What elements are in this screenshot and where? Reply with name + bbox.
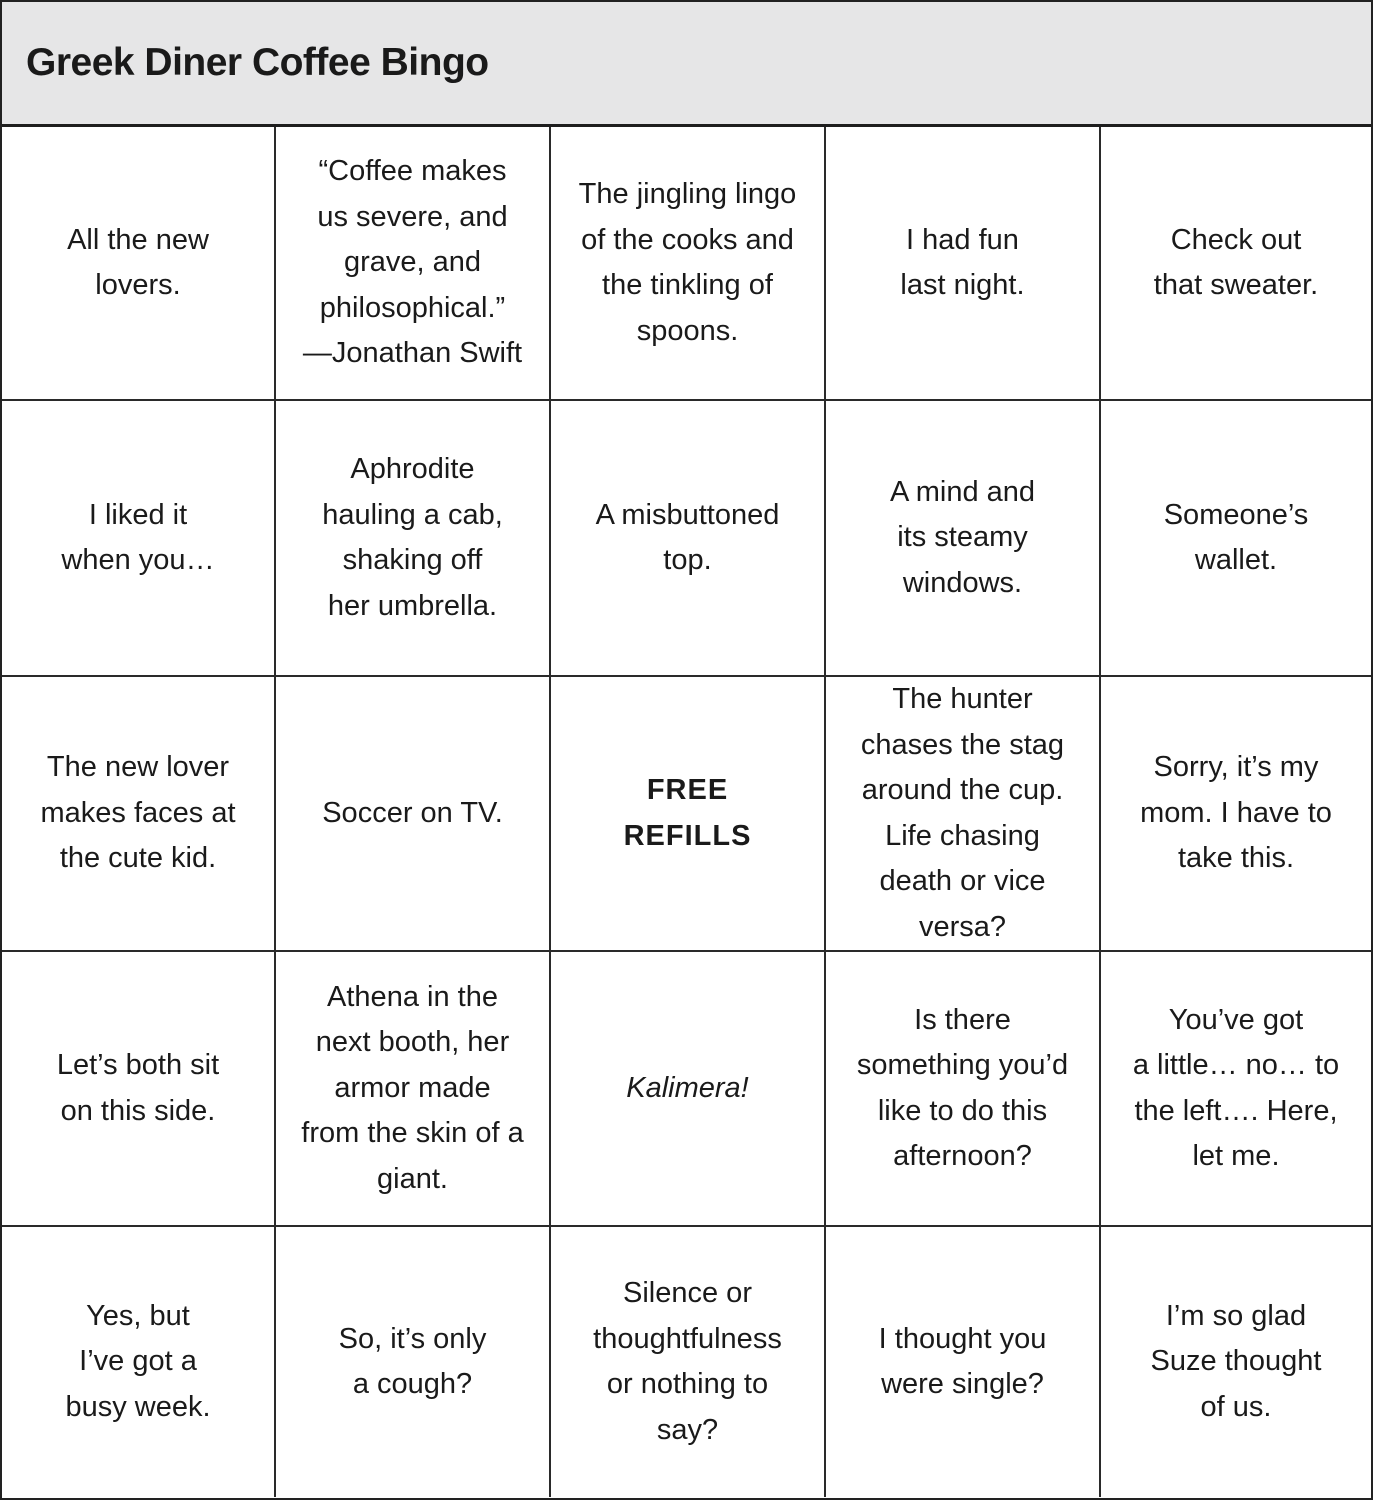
bingo-cell-text: I thought you were single? (878, 1322, 1047, 1400)
bingo-cell-text: So, it’s only a cough? (338, 1322, 487, 1400)
bingo-cell-text: A mind and its steamy windows. (889, 475, 1036, 599)
bingo-cell-text: I had fun last night. (900, 223, 1025, 301)
bingo-cell-text: Athena in the next booth, her armor made from the skin of a giant. (301, 980, 524, 1195)
bingo-cell-text: Let’s both sit on this side. (56, 1049, 220, 1127)
bingo-cell (551, 401, 826, 677)
bingo-cell (551, 1227, 826, 1497)
bingo-free-space (551, 677, 826, 952)
bingo-cell (276, 677, 551, 952)
bingo-grid (2, 127, 1371, 1497)
bingo-cell-text: Check out that sweater. (1153, 223, 1319, 301)
bingo-cell (2, 127, 276, 401)
bingo-cell (276, 127, 551, 401)
bingo-cell (826, 677, 1101, 952)
bingo-cell (1101, 127, 1371, 401)
bingo-header (2, 2, 1371, 127)
bingo-cell-text: Someone’s wallet. (1163, 498, 1309, 576)
bingo-cell (826, 1227, 1101, 1497)
bingo-cell (2, 1227, 276, 1497)
bingo-cell (1101, 952, 1371, 1227)
bingo-cell-text: Silence or thoughtfulness or nothing to say? (593, 1277, 782, 1446)
bingo-cell-text: Soccer on TV. (322, 796, 503, 829)
bingo-cell-text: Aphrodite hauling a cab, shaking off her umbrella. (322, 453, 503, 622)
bingo-title: Greek Diner Coffee Bingo (26, 41, 489, 84)
bingo-cell-text: Yes, but I’ve got a busy week. (65, 1299, 211, 1423)
bingo-cell-text: I liked it when you… (61, 498, 215, 576)
bingo-cell-text: A misbuttoned top. (595, 498, 780, 576)
bingo-cell (826, 127, 1101, 401)
bingo-cell-text: The new lover makes faces at the cute kid. (40, 751, 236, 875)
bingo-cell-text: All the new lovers. (67, 223, 209, 301)
bingo-cell (1101, 401, 1371, 677)
bingo-cell (276, 952, 551, 1227)
bingo-cell-text: The hunter chases the stag around the cup. Life chasing death or vice versa? (860, 683, 1065, 943)
bingo-cell (2, 677, 276, 952)
bingo-cell (1101, 1227, 1371, 1497)
bingo-cell (551, 952, 826, 1227)
bingo-cell-text: Is there something you’d like to do this afternoon? (856, 1003, 1069, 1172)
bingo-cell-text: Kalimera! (626, 1071, 749, 1104)
bingo-cell (2, 952, 276, 1227)
bingo-free-space-text: FREE REFILLS (623, 774, 752, 852)
bingo-cell (826, 952, 1101, 1227)
bingo-cell (551, 127, 826, 401)
bingo-cell (276, 1227, 551, 1497)
bingo-cell (2, 401, 276, 677)
bingo-cell-text: “Coffee makes us severe, and grave, and philosophical.” —Jonathan Swift (302, 155, 523, 370)
bingo-cell (826, 401, 1101, 677)
bingo-cell-text: I’m so glad Suze thought of us. (1150, 1299, 1322, 1423)
bingo-cell-text: The jingling lingo of the cooks and the tinkling of spoons. (578, 178, 797, 347)
bingo-cell (1101, 677, 1371, 952)
bingo-cell-text: Sorry, it’s my mom. I have to take this. (1140, 751, 1332, 875)
bingo-cell-text: You’ve got a little… no… to the left…. Here, let me. (1132, 1003, 1340, 1172)
bingo-cell (276, 401, 551, 677)
